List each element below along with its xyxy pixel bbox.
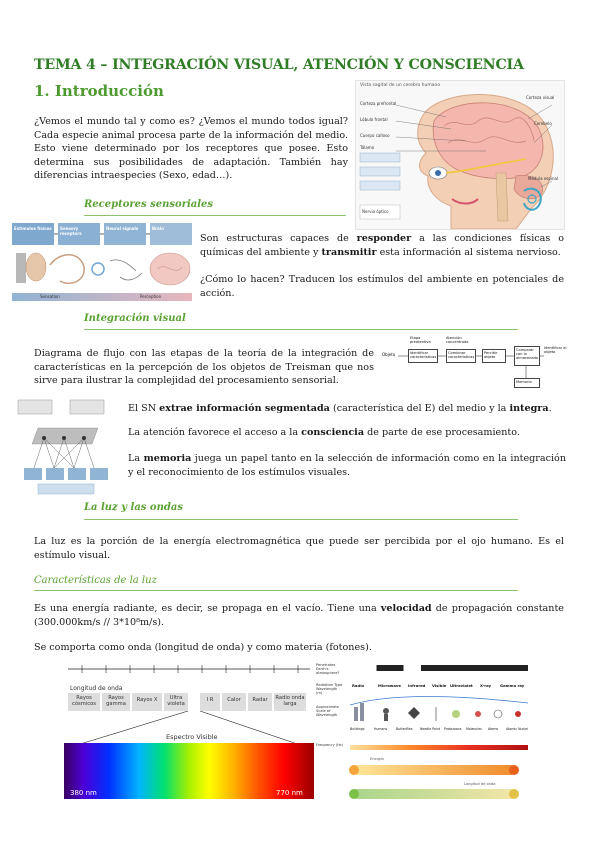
subheading-caracteristicas: Características de la luz: [34, 575, 157, 586]
flow-memoria: Memoria: [514, 378, 540, 388]
em-scale-protozoans: Protozoans: [444, 727, 462, 731]
band-radar: Radar: [248, 693, 272, 711]
subheading-integracion: Integración visual: [84, 313, 186, 324]
em-row-atmosphere: Penetrates Earth's atmosphere?: [316, 663, 340, 675]
band-radio: Radio onda larga: [274, 693, 306, 711]
intro-paragraph: ¿Vemos el mundo tal y como es? ¿Vemos el mundo todos igual? Cada especie animal procesa parte de la información del medio. Esto viene determinado por los receptores que posee. Esto determina sus posibilidades de adaptación. También hay diferencias intraespecies (Sexo, edad…).: [34, 116, 348, 182]
receptores-fig-axis-left: Sensation: [40, 294, 60, 299]
em-type-radio: Radio: [352, 683, 365, 688]
em-scale-humans: Humans: [374, 727, 388, 731]
em-atmosphere-bar: [350, 665, 528, 671]
spectrum-figure: [62, 661, 316, 809]
em-row-frequency: Frequency (Hz): [316, 743, 344, 747]
em-scale-atoms: Atoms: [488, 727, 499, 731]
integracion-bullet-2: La atención favorece el acceso a la consciencia de parte de ese procesamiento.: [128, 427, 520, 438]
brain-label-medula: Médula espinal: [528, 176, 559, 181]
em-spectrum-figure: [316, 661, 530, 809]
subheading-luz: La luz y las ondas: [84, 502, 183, 513]
luz-paragraph-3: Se comporta como onda (longitud de onda) y como materia (fotones).: [34, 642, 372, 653]
flow-preatentiva: Etapa preatentiva: [410, 336, 431, 344]
band-rayos-cosmicos: Rayos cósmicos: [68, 693, 100, 711]
brain-label-cerebelo: Cerebelo: [534, 121, 552, 126]
flow-objeto: Objeto: [382, 352, 396, 357]
em-scale-icons: [316, 689, 530, 729]
treisman-flow-diagram: [378, 334, 568, 396]
luz-paragraph-2: Es una energía radiante, es decir, se propaga en el vacío. Tiene una velocidad de propagación constante (300.000km/s // 3*10⁸m/s).: [34, 603, 564, 628]
em-frequency-bar: [350, 745, 528, 750]
spectrum-380nm: 380 nm: [70, 789, 97, 797]
em-type-ultraviolet: Ultraviolet: [450, 683, 473, 688]
luz-paragraph-1: La luz es la porción de la energía electromagnética que puede ser percibida por el ojo humano. Es el estímulo visual.: [34, 536, 564, 561]
integracion-paragraph: Diagrama de flujo con las etapas de la teoría de la integración de características en la percepción de los objetos de Treisman que nos sirve para ilustrar la complejidad del procesamiento sensorial.: [34, 348, 374, 387]
band-calor: Calor: [222, 693, 246, 711]
em-scale-nuclei: Atomic Nuclei: [506, 727, 528, 731]
receptores-paragraph-2: ¿Cómo lo hacen? Traducen los estímulos del ambiente en potenciales de acción.: [200, 274, 564, 299]
section-heading-introduccion: 1. Introducción: [34, 82, 164, 100]
band-ir: I R: [200, 693, 220, 711]
brain-figure: [355, 80, 565, 230]
em-type-microwave: Microwave: [378, 683, 401, 688]
spectrum-longitud-label: Longitud de onda: [70, 685, 123, 692]
receptores-illustration: [10, 221, 196, 305]
em-scale-butterflies: Butterflies: [396, 727, 413, 731]
brain-label-optico: Nervio óptico: [362, 209, 389, 214]
brain-label-prefrontal: Corteza prefrontal: [360, 101, 397, 106]
receptores-fig-axis-right: Perception: [140, 294, 162, 299]
spectrum-770nm: 770 nm: [276, 789, 303, 797]
flow-percibir: Percibir objeto: [482, 349, 506, 363]
receptores-paragraph-1: Son estructuras capaces de responder a las condiciones físicas o químicas del ambiente y transmitir esta información al sistema nervioso.: [200, 233, 564, 258]
receptores-fig-label-1: Estímulos físicos: [14, 226, 52, 231]
subheading-receptores: Receptores sensoriales: [84, 199, 214, 210]
receptores-fig-label-4: Brain: [152, 226, 164, 231]
visible-spectrum-label: Espectro Visible: [166, 733, 218, 741]
band-rayos-x: Rayos X: [132, 693, 162, 711]
brain-label-talamo: Tálamo: [360, 145, 375, 150]
divider-integracion: [84, 329, 518, 330]
band-ultravioleta: Ultra violeta: [164, 693, 188, 711]
spectrum-ruler: [62, 661, 316, 681]
flow-identificar-objeto: Identificar el objeto: [544, 346, 567, 354]
flow-atencion: Atención concentrada: [446, 336, 469, 344]
flow-combinar: Combinar características: [446, 349, 476, 363]
flow-identificar: Identificar características: [408, 349, 438, 363]
brain-label-frontal: Lóbulo frontal: [360, 117, 388, 122]
em-type-gamma: Gamma ray: [500, 683, 525, 688]
brain-label-calloso: Cuerpo calloso: [360, 133, 390, 138]
em-scale-molecules: Molecules: [466, 727, 482, 731]
em-type-infrared: Infrared: [408, 683, 426, 688]
feature-network-illustration: [14, 398, 118, 496]
integracion-bullet-1: El SN extrae información segmentada (característica del E) del medio y la integra.: [128, 403, 552, 414]
divider-receptores: [84, 215, 346, 216]
feature-integration-figure: [14, 398, 118, 496]
flow-comparar: Comparar con lo almacenado: [514, 346, 540, 366]
brain-figure-header: Vista sagital de un cerebro humano: [360, 83, 441, 88]
divider-caracteristicas: [34, 590, 518, 591]
divider-luz: [84, 519, 518, 520]
band-rayos-gamma: Rayos gamma: [102, 693, 130, 711]
em-type-visible: Visible: [432, 683, 447, 688]
receptores-fig-label-2: Sensory receptors: [60, 226, 82, 236]
em-wavelength-label: Longitud de onda: [464, 782, 496, 786]
page-title: TEMA 4 – INTEGRACIÓN VISUAL, ATENCIÓN Y CONSCIENCIA: [34, 57, 524, 73]
em-type-xray: X-ray: [480, 683, 491, 688]
em-energy-label: Energía: [370, 757, 384, 761]
brain-label-visual: Corteza visual: [526, 95, 555, 100]
em-energy-arrows: [316, 757, 530, 809]
integracion-bullet-3: La memoria juega un papel tanto en la selección de información como en la integración y el reconocimiento de los estímulos visuales.: [128, 453, 566, 478]
em-row-type: Radiation Type Wavelength (m): [316, 683, 343, 695]
em-scale-needle: Needle Point: [420, 727, 441, 731]
em-row-scale: Approximate Scale of Wavelength: [316, 705, 339, 717]
em-scale-buildings: Buildings: [350, 727, 365, 731]
receptores-fig-label-3: Neural signals: [106, 226, 139, 231]
receptores-figure: [10, 221, 196, 305]
